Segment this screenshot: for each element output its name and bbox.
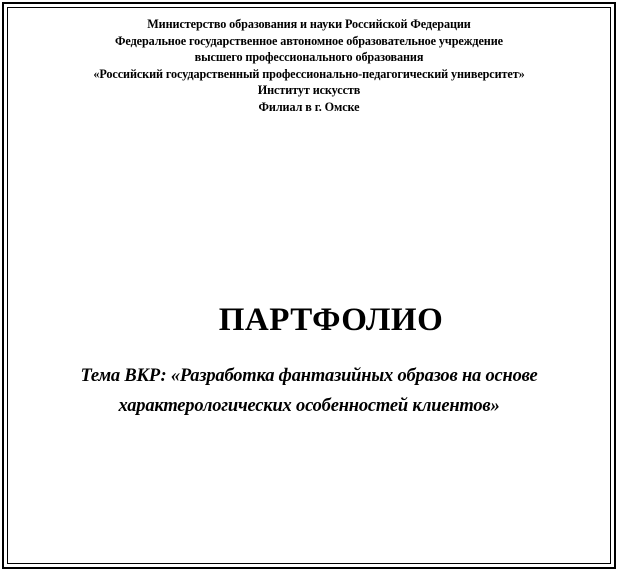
ministry-line: Министерство образования и науки Российской Федерации (147, 17, 471, 31)
document-title: ПАРТФОЛИО (218, 302, 444, 338)
education-level-line: высшего профессионального образования (194, 50, 424, 65)
branch-line: Филиал в г. Омске (258, 99, 360, 114)
institution-header (4, 16, 614, 116)
topic-line-1: Тема ВКР: «Разработка фантазийных образов на основе (80, 366, 538, 386)
institute-line: Институт искусств (257, 83, 361, 98)
institution-type-line: Федеральное государственное автономное образовательное учреждение (115, 33, 503, 48)
thesis-topic (4, 361, 614, 421)
topic-line-2: характерологических особенностей клиентов» (118, 396, 500, 416)
university-name-line: «Российский государственный профессионально-педагогический университет» (93, 66, 525, 81)
page-frame (2, 2, 616, 569)
